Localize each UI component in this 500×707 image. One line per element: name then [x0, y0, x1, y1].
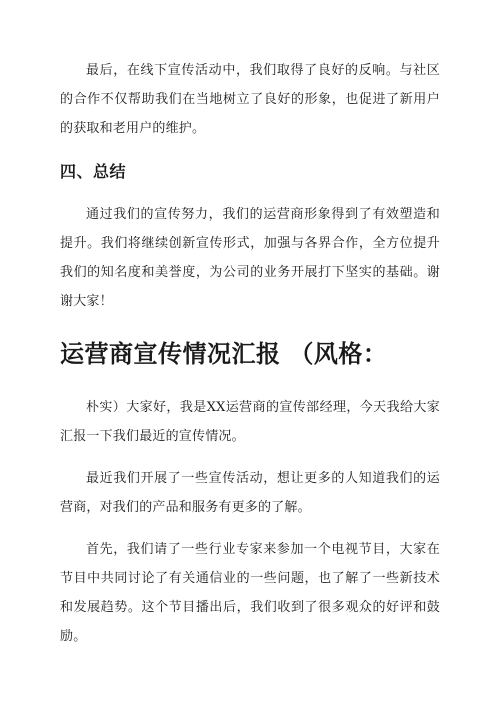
paragraph-summary: 通过我们的宣传努力，我们的运营商形象得到了有效塑造和提升。我们将继续创新宣传形式，加强与各界合作，全方位提升我们的知名度和美誉度，为公司的业务开展打下坚实的基础。谢谢大家！	[60, 207, 440, 309]
paragraph-report-intro: 朴实）大家好，我是XX运营商的宣传部经理，今天我给大家汇报一下我们最近的宣传情况。	[60, 400, 440, 444]
paragraph-tv-program: 首先，我们请了一些行业专家来参加一个电视节目，大家在节目中共同讨论了有关通信业的一些问题，也了解了一些新技术和发展趋势。这个节目播出后，我们收到了很多观众的好评和鼓励。	[60, 542, 440, 644]
report-title: 运营商宣传情况汇报 （风格：	[60, 339, 388, 368]
section-heading-summary: 四、总结	[60, 162, 127, 181]
paragraph-recent-activities: 最近我们开展了一些宣传活动，想让更多的人知道我们的运营商，对我们的产品和服务有更多的了解。	[60, 471, 440, 515]
paragraph-offline-activity: 最后，在线下宣传活动中，我们取得了良好的反响。与社区的合作不仅帮助我们在当地树立了良好的形象，也促进了新用户的获取和老用户的维护。	[60, 63, 440, 136]
